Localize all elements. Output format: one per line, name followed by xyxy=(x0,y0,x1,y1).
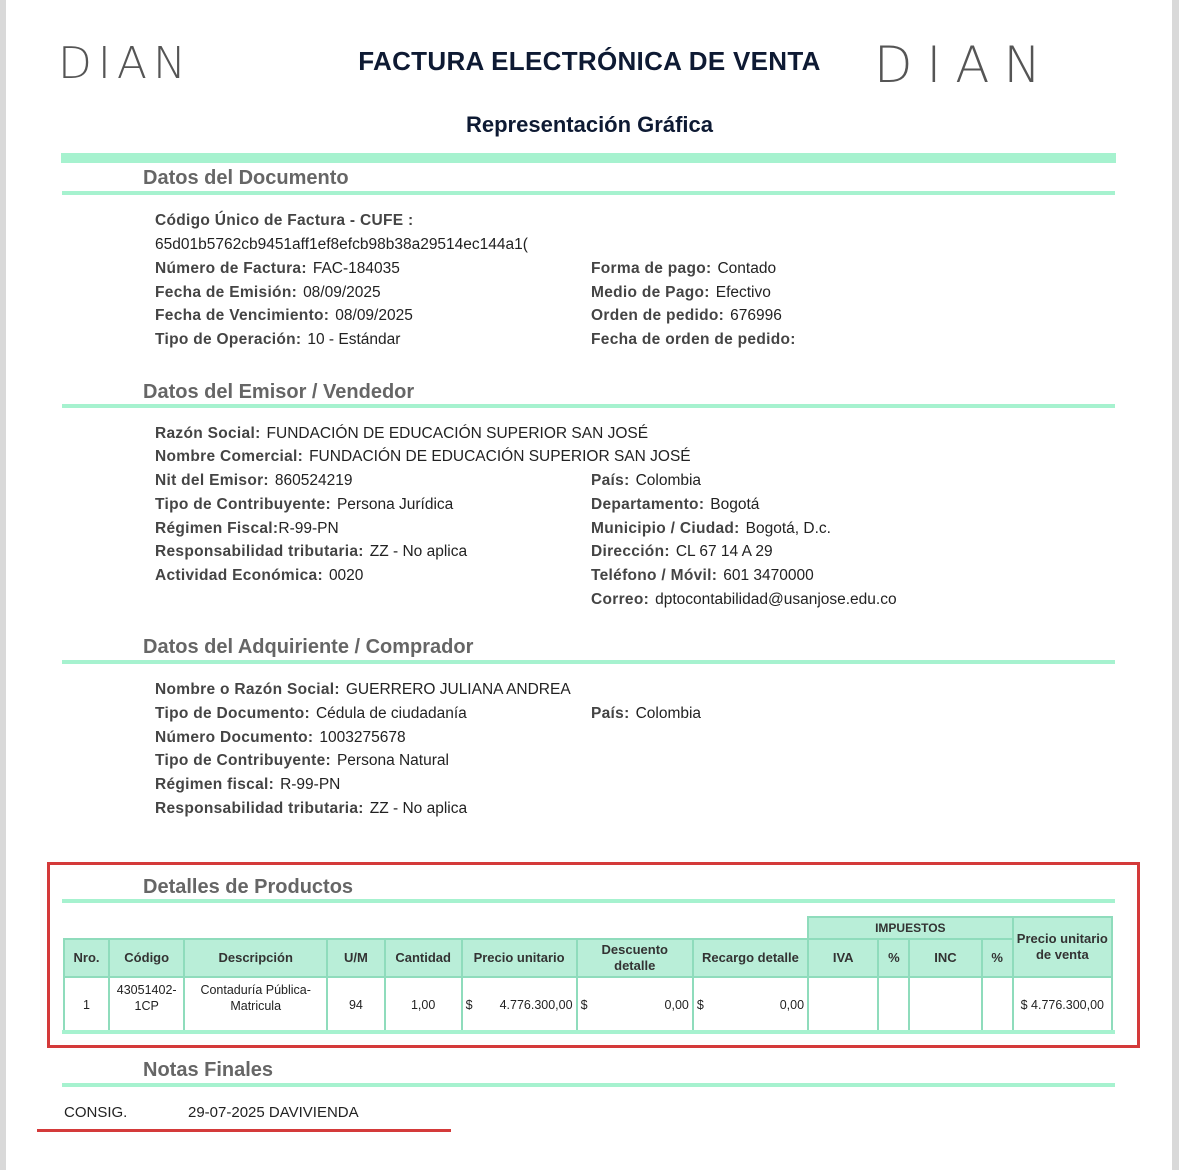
emisor-responsabilidad: Responsabilidad tributaria: ZZ - No aplica xyxy=(155,543,468,560)
col-nro: Nro. xyxy=(64,939,109,977)
cell-nro: 1 xyxy=(64,977,109,1033)
cell-cantidad: 1,00 xyxy=(385,977,462,1033)
cell-um: 94 xyxy=(327,977,385,1033)
section-rule xyxy=(62,404,1115,408)
medio-pago: Medio de Pago: Efectivo xyxy=(591,284,771,301)
fecha-emision: Fecha de Emisión: 08/09/2025 xyxy=(155,284,381,301)
adquiriente-nombre: Nombre o Razón Social: GUERRERO JULIANA ANDREA xyxy=(155,681,571,698)
section-rule xyxy=(62,660,1115,664)
numero-factura: Número de Factura: FAC-184035 xyxy=(155,260,400,277)
col-um: U/M xyxy=(327,939,385,977)
col-recargo: Recargo detalle xyxy=(693,939,808,977)
emisor-nit: Nit del Emisor: 860524219 xyxy=(155,472,353,489)
col-inc: INC xyxy=(909,939,981,977)
cell-codigo: 43051402-1CP xyxy=(109,977,184,1033)
adquiriente-tipo-doc: Tipo de Documento: Cédula de ciudadanía xyxy=(155,705,467,722)
adquiriente-tipo-contribuyente: Tipo de Contribuyente: Persona Natural xyxy=(155,752,449,769)
section-title-emisor: Datos del Emisor / Vendedor xyxy=(143,381,415,403)
col-codigo: Código xyxy=(109,939,184,977)
section-title-productos: Detalles de Productos xyxy=(143,876,354,898)
emisor-correo: Correo: dptocontabilidad@usanjose.edu.co xyxy=(591,591,897,608)
emisor-tipo-contribuyente: Tipo de Contribuyente: Persona Jurídica xyxy=(155,496,454,513)
cell-recargo: $ 0,00 xyxy=(693,977,808,1033)
cufe-value: 65d01b5762cb9451aff1ef8efcb98b38a29514ec144a1( xyxy=(155,236,528,253)
col-precio-venta: Precio unitario de venta xyxy=(1013,917,1112,977)
cell-inc-pct xyxy=(982,977,1013,1033)
adquiriente-responsabilidad: Responsabilidad tributaria: ZZ - No aplica xyxy=(155,800,468,817)
dian-logo-left: DIAN xyxy=(58,38,192,89)
emisor-pais: País: Colombia xyxy=(591,472,702,489)
products-table xyxy=(63,916,1113,1034)
header-divider xyxy=(61,153,1116,163)
forma-pago: Forma de pago: Contado xyxy=(591,260,777,277)
dian-logo-right: DIAN xyxy=(874,36,1055,94)
cell-iva xyxy=(808,977,878,1033)
col-precio-unitario: Precio unitario xyxy=(462,939,577,977)
section-rule xyxy=(62,899,1115,903)
section-title-documento: Datos del Documento xyxy=(143,167,349,189)
adquiriente-numero-doc: Número Documento: 1003275678 xyxy=(155,729,406,746)
emisor-direccion: Dirección: CL 67 14 A 29 xyxy=(591,543,773,560)
section-title-adquiriente: Datos del Adquiriente / Comprador xyxy=(143,636,474,658)
section-title-notas: Notas Finales xyxy=(143,1059,274,1081)
table-bottom-rule xyxy=(62,1030,1115,1034)
impuestos-header: IMPUESTOS xyxy=(808,917,1013,939)
cell-precio-venta: $ 4.776.300,00 xyxy=(1013,977,1112,1033)
col-inc-pct: % xyxy=(982,939,1013,977)
section-rule xyxy=(62,1083,1115,1087)
table-row xyxy=(64,977,1112,1033)
page-subtitle: Representación Gráfica xyxy=(466,112,713,137)
emisor-municipio: Municipio / Ciudad: Bogotá, D.c. xyxy=(591,520,831,537)
fecha-orden-pedido: Fecha de orden de pedido: xyxy=(591,331,796,348)
highlight-underline-notas xyxy=(37,1129,451,1132)
cell-descripcion: Contaduría Pública-Matricula xyxy=(184,977,327,1033)
cell-iva-pct xyxy=(878,977,909,1033)
emisor-regimen: Régimen Fiscal:R-99-PN xyxy=(155,520,339,537)
cell-descuento: $ 0,00 xyxy=(577,977,693,1033)
cell-inc xyxy=(909,977,981,1033)
nota-consig: CONSIG. xyxy=(64,1104,128,1121)
fecha-vencimiento: Fecha de Vencimiento: 08/09/2025 xyxy=(155,307,413,324)
emisor-razon-social: Razón Social: FUNDACIÓN DE EDUCACIÓN SUPERIOR SAN JOSÉ xyxy=(155,425,649,442)
col-descripcion: Descripción xyxy=(184,939,327,977)
col-iva-pct: % xyxy=(878,939,909,977)
emisor-departamento: Departamento: Bogotá xyxy=(591,496,760,513)
page-title: FACTURA ELECTRÓNICA DE VENTA xyxy=(358,46,821,76)
orden-pedido: Orden de pedido: 676996 xyxy=(591,307,782,324)
nota-detalle: 29-07-2025 DAVIVIENDA xyxy=(188,1104,359,1121)
col-iva: IVA xyxy=(808,939,878,977)
cufe-label-row xyxy=(155,212,413,230)
adquiriente-regimen: Régimen fiscal: R-99-PN xyxy=(155,776,341,793)
emisor-nombre-comercial: Nombre Comercial: FUNDACIÓN DE EDUCACIÓN SUPERIOR SAN JOSÉ xyxy=(155,448,691,465)
col-cantidad: Cantidad xyxy=(385,939,462,977)
section-rule xyxy=(62,191,1115,195)
col-descuento: Descuento detalle xyxy=(577,939,693,977)
cell-precio-unitario: $ 4.776.300,00 xyxy=(462,977,577,1033)
cufe-label: Código Único de Factura - CUFE : xyxy=(155,212,414,229)
emisor-actividad: Actividad Económica: 0020 xyxy=(155,567,364,584)
adquiriente-pais: País: Colombia xyxy=(591,705,702,722)
emisor-telefono: Teléfono / Móvil: 601 3470000 xyxy=(591,567,814,584)
tipo-operacion: Tipo de Operación: 10 - Estándar xyxy=(155,331,401,348)
